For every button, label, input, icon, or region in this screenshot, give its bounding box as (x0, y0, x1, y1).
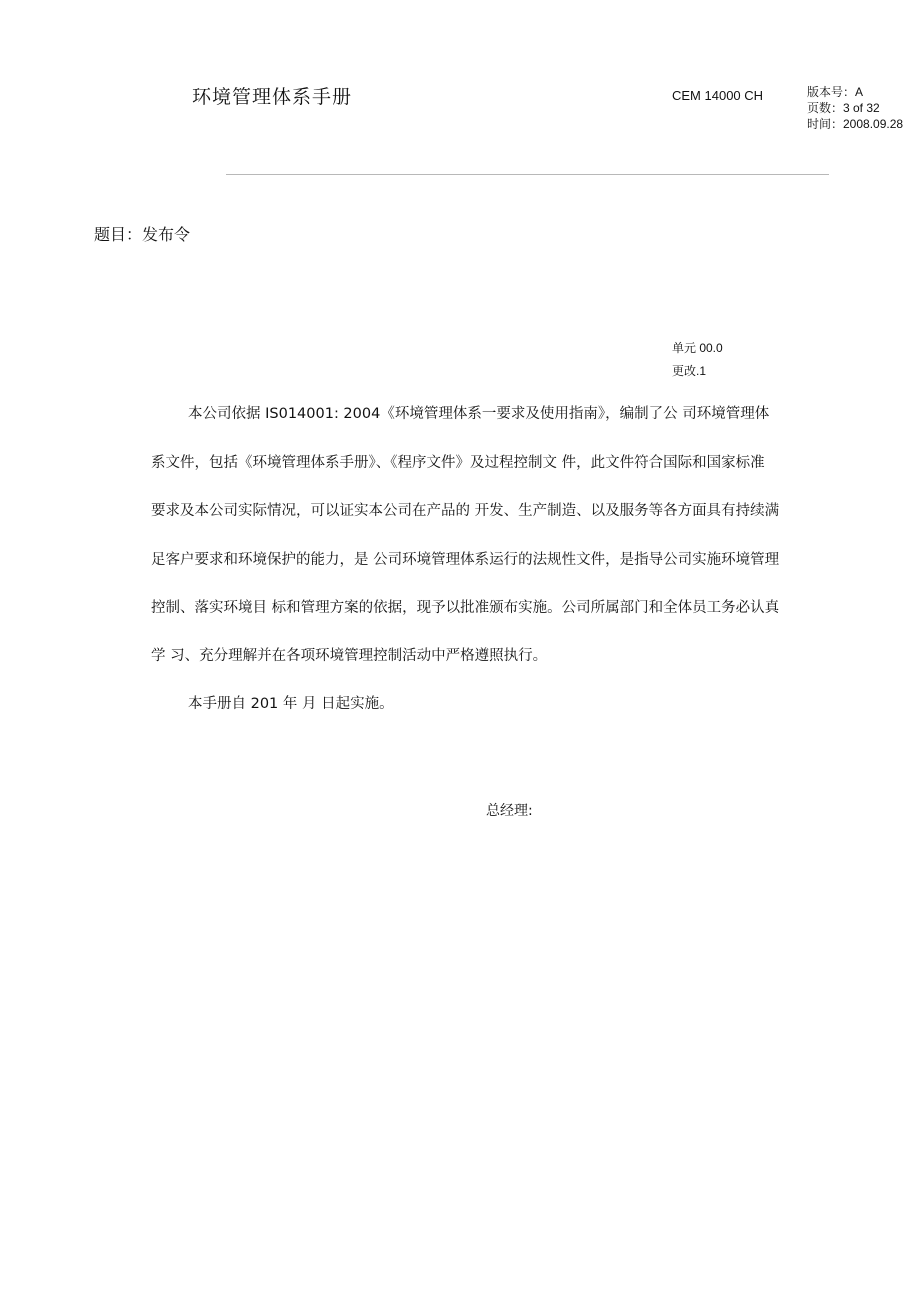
document-title: 环境管理体系手册 (192, 86, 353, 108)
body-line: 系文件，包括《环境管理体系手册》、《程序文件》及过程控制文 件，此文件符合国际和国家标准 (151, 455, 765, 471)
body-line: 学 习、充分理解并在各项环境管理控制活动中严格遵照执行。 (151, 648, 548, 664)
subject-heading: 题目：发布令 (94, 225, 191, 244)
header-divider (226, 174, 829, 175)
body-line: 足客户要求和环境保护的能力，是 公司环境管理体系运行的法规性文件，是指导公司实施环境管理 (151, 552, 780, 568)
version-number: 版本号：A (807, 85, 864, 99)
issue-date: 时间：2008.09.28 (807, 117, 904, 131)
unit-info (672, 337, 723, 383)
effective-date-line: 本手册自 201 年 月 日起实施。 (188, 696, 394, 712)
document-code: CEM 14000 CH (672, 88, 764, 103)
revision-number: 更改.1 (672, 364, 707, 378)
body-line: 要求及本公司实际情况，可以证实本公司在产品的 开发、生产制造、以及服务等各方面具有持续满 (151, 503, 780, 519)
signature-label: 总经理: (486, 803, 533, 819)
unit-number: 单元 00.0 (672, 341, 723, 355)
body-line: 本公司依据 IS014001: 2004《环境管理体系一要求及使用指南》，编制了公 司环境管理体 (188, 406, 770, 422)
page-count: 页数：3 of 32 (807, 101, 880, 115)
document-meta (807, 84, 903, 132)
body-line: 控制、落实环境目 标和管理方案的依据，现予以批准颁布实施。公司所属部门和全体员工务必认真 (151, 600, 780, 616)
